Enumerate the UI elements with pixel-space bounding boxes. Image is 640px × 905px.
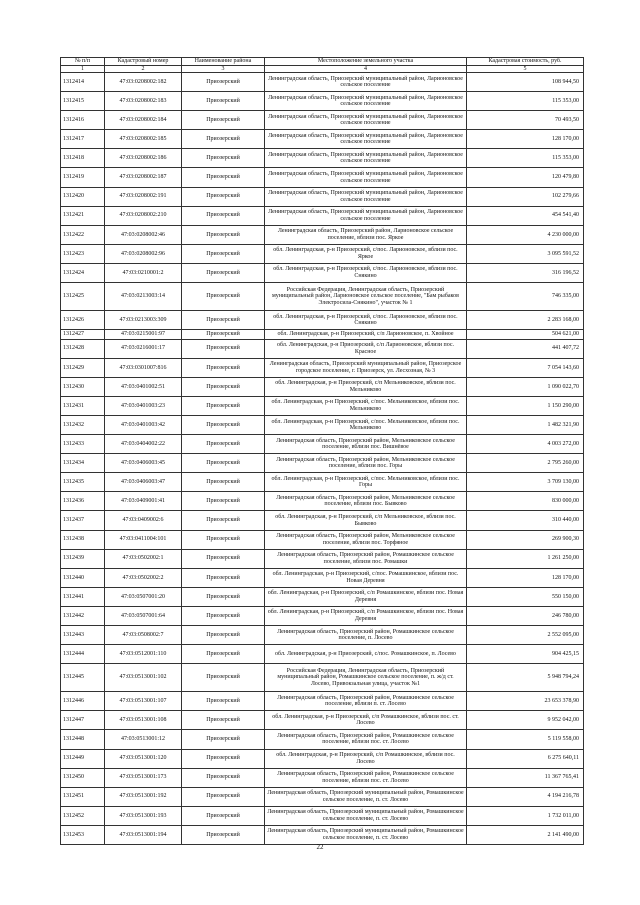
cadastral-number: 47:03:0411004:101	[105, 530, 182, 549]
plot-location: обл. Ленинградская, р-н Приозерский, с/пос. Ларионовское, вблизи пос. Яркое	[265, 244, 467, 263]
cadastral-value: 4 194 216,78	[467, 787, 584, 806]
table-row	[61, 645, 584, 664]
plot-location: Ленинградская область, Приозерский район, Ромашкинское сельское поселение, п. Лосево	[265, 626, 467, 645]
cadastral-number: 47:03:0208002:191	[105, 187, 182, 206]
cadastral-number: 47:03:0215001:97	[105, 330, 182, 340]
row-number: 1312433	[61, 435, 105, 454]
cadastral-value: 4 230 000,00	[467, 225, 584, 244]
cadastral-value: 441 407,72	[467, 339, 584, 358]
district-name: Приозерский	[182, 149, 265, 168]
table-row	[61, 111, 584, 130]
cadastral-value: 128 170,00	[467, 130, 584, 149]
cadastral-value: 120 479,80	[467, 168, 584, 187]
table-row	[61, 92, 584, 111]
table-row	[61, 339, 584, 358]
cadastral-value: 4 003 272,00	[467, 435, 584, 454]
row-number: 1312450	[61, 768, 105, 787]
cadastral-number: 47:03:0513001:120	[105, 749, 182, 768]
table-row	[61, 244, 584, 263]
cadastral-value-table	[60, 57, 584, 845]
table-row	[61, 168, 584, 187]
plot-location: обл. Ленинградская, р-н Приозерский, с/пос. Ромашкинское, п. Лосево	[265, 645, 467, 664]
cadastral-value: 5 119 558,00	[467, 730, 584, 749]
plot-location: обл. Ленинградская, р-н Приозерский, с/п Ромашкинское, вблизи пос. Новая Деревня	[265, 587, 467, 606]
row-number: 1312429	[61, 358, 105, 377]
cadastral-value: 70 493,50	[467, 111, 584, 130]
plot-location: Ленинградская область, Приозерский район, Ромашкинское сельское поселение, вблизи п. ст. Лосево	[265, 692, 467, 711]
table-row	[61, 530, 584, 549]
table-row	[61, 549, 584, 568]
district-name: Приозерский	[182, 787, 265, 806]
cadastral-value: 115 353,00	[467, 149, 584, 168]
cadastral-number: 47:03:0513001:192	[105, 787, 182, 806]
district-name: Приозерский	[182, 396, 265, 415]
table-row	[61, 416, 584, 435]
cadastral-value: 504 621,00	[467, 330, 584, 340]
district-name: Приозерский	[182, 806, 265, 825]
table-row	[61, 225, 584, 244]
plot-location: Ленинградская область, Приозерский муниципальный район, Ромашкинское сельское поселение, п. ст. Лосево	[265, 806, 467, 825]
row-number: 1312421	[61, 206, 105, 225]
cadastral-value: 830 000,00	[467, 492, 584, 511]
cadastral-value: 128 170,00	[467, 568, 584, 587]
district-name: Приозерский	[182, 473, 265, 492]
district-name: Приозерский	[182, 511, 265, 530]
plot-location: обл. Ленинградская, р-н Приозерский, с/п Ларионовское, п. Хвойное	[265, 330, 467, 340]
row-number: 1312417	[61, 130, 105, 149]
district-name: Приозерский	[182, 749, 265, 768]
plot-location: Ленинградская область, Приозерский муниципальный район, Ларионовское сельское поселение	[265, 187, 467, 206]
row-number: 1312453	[61, 825, 105, 844]
cadastral-number: 47:03:0513001:107	[105, 692, 182, 711]
cadastral-value: 3 709 130,00	[467, 473, 584, 492]
row-number: 1312434	[61, 454, 105, 473]
district-name: Приозерский	[182, 492, 265, 511]
plot-location: Ленинградская область, Приозерский муниципальный район, Ларионовское сельское поселение	[265, 130, 467, 149]
district-name: Приозерский	[182, 606, 265, 625]
table-row	[61, 435, 584, 454]
table-row	[61, 626, 584, 645]
cadastral-value: 316 196,52	[467, 263, 584, 282]
row-number: 1312452	[61, 806, 105, 825]
row-number: 1312446	[61, 692, 105, 711]
district-name: Приозерский	[182, 187, 265, 206]
cadastral-value: 2 283 168,00	[467, 311, 584, 330]
district-name: Приозерский	[182, 168, 265, 187]
plot-location: обл. Ленинградская, р-н Приозерский, с/п Мельниковское, вблизи пос. Мельниково	[265, 377, 467, 396]
plot-location: обл. Ленинградская, р-н Приозерский, с/п Мельниковское, вблизи пос. Бывково	[265, 511, 467, 530]
column-number: 1	[61, 65, 105, 73]
table-row	[61, 749, 584, 768]
table-row	[61, 283, 584, 311]
row-number: 1312416	[61, 111, 105, 130]
table-row	[61, 396, 584, 415]
table-row	[61, 664, 584, 692]
plot-location: обл. Ленинградская, р-н Приозерский, с/пос. Мельниковское, вблизи пос. Горы	[265, 473, 467, 492]
district-name: Приозерский	[182, 825, 265, 844]
row-number: 1312422	[61, 225, 105, 244]
row-number: 1312441	[61, 587, 105, 606]
district-name: Приозерский	[182, 454, 265, 473]
row-number: 1312451	[61, 787, 105, 806]
row-number: 1312428	[61, 339, 105, 358]
cadastral-number: 47:03:0208002:184	[105, 111, 182, 130]
table-body	[61, 73, 584, 845]
plot-location: обл. Ленинградская, р-н Приозерский, с/пос. Ларионовское, вблизи пос. Снякино	[265, 311, 467, 330]
cadastral-value: 550 150,00	[467, 587, 584, 606]
cadastral-value: 115 353,00	[467, 92, 584, 111]
row-number: 1312447	[61, 711, 105, 730]
table-row	[61, 187, 584, 206]
column-number: 2	[105, 65, 182, 73]
cadastral-number: 47:03:0213003:14	[105, 283, 182, 311]
cadastral-value: 5 948 794,24	[467, 664, 584, 692]
row-number: 1312414	[61, 73, 105, 92]
cadastral-number: 47:03:0404002:22	[105, 435, 182, 454]
plot-location: Ленинградская область, Приозерский муниципальный район, Ромашкинское сельское поселение, п. ст. Лосево	[265, 825, 467, 844]
cadastral-number: 47:03:0401002:51	[105, 377, 182, 396]
plot-location: Ленинградская область, Приозерский муниципальный район, Ромашкинское сельское поселение, п. ст. Лосево	[265, 787, 467, 806]
district-name: Приозерский	[182, 283, 265, 311]
cadastral-number: 47:03:0208002:187	[105, 168, 182, 187]
district-name: Приозерский	[182, 339, 265, 358]
row-number: 1312430	[61, 377, 105, 396]
cadastral-number: 47:03:0409002:6	[105, 511, 182, 530]
cadastral-number: 47:03:0208002:185	[105, 130, 182, 149]
cadastral-value: 310 440,00	[467, 511, 584, 530]
plot-location: Ленинградская область, Приозерский район, Мельниковское сельское поселение, вблизи пос. Горы	[265, 454, 467, 473]
cadastral-number: 47:03:0513001:194	[105, 825, 182, 844]
district-name: Приозерский	[182, 692, 265, 711]
table-row	[61, 149, 584, 168]
cadastral-value: 11 367 765,41	[467, 768, 584, 787]
row-number: 1312444	[61, 645, 105, 664]
cadastral-number: 47:03:0513001:193	[105, 806, 182, 825]
cadastral-value: 904 425,15	[467, 645, 584, 664]
cadastral-number: 47:03:0210001:2	[105, 263, 182, 282]
cadastral-number: 47:03:0513001:12	[105, 730, 182, 749]
district-name: Приозерский	[182, 330, 265, 340]
table-row	[61, 330, 584, 340]
plot-location: обл. Ленинградская, р-н Приозерский, с/п Ромашкинское, вблизи пос. Новая Деревня	[265, 606, 467, 625]
table-row	[61, 768, 584, 787]
table-row	[61, 606, 584, 625]
table-row	[61, 263, 584, 282]
district-name: Приозерский	[182, 549, 265, 568]
district-name: Приозерский	[182, 225, 265, 244]
cadastral-number: 47:03:0401003:23	[105, 396, 182, 415]
cadastral-number: 47:03:0213003:309	[105, 311, 182, 330]
table-row	[61, 377, 584, 396]
district-name: Приозерский	[182, 130, 265, 149]
cadastral-value: 6 275 640,11	[467, 749, 584, 768]
cadastral-value: 7 054 143,60	[467, 358, 584, 377]
district-name: Приозерский	[182, 311, 265, 330]
cadastral-number: 47:03:0401003:42	[105, 416, 182, 435]
table-row	[61, 73, 584, 92]
district-name: Приозерский	[182, 435, 265, 454]
district-name: Приозерский	[182, 358, 265, 377]
district-name: Приозерский	[182, 711, 265, 730]
row-number: 1312439	[61, 549, 105, 568]
row-number: 1312436	[61, 492, 105, 511]
plot-location: обл. Ленинградская, р-н Приозерский, с/п Ларионовское, вблизи пос. Красное	[265, 339, 467, 358]
cadastral-number: 47:03:0208002:210	[105, 206, 182, 225]
district-name: Приозерский	[182, 568, 265, 587]
row-number: 1312420	[61, 187, 105, 206]
district-name: Приозерский	[182, 626, 265, 645]
column-number: 3	[182, 65, 265, 73]
plot-location: обл. Ленинградская, р-н Приозерский, с/п Ромашкинское, вблизи пос. Лосево	[265, 749, 467, 768]
district-name: Приозерский	[182, 111, 265, 130]
cadastral-number: 47:03:0512001:110	[105, 645, 182, 664]
table-row	[61, 587, 584, 606]
plot-location: Ленинградская область, Приозерский муниципальный район, Приозерское городское поселение, г. Приозерск, ул. Лесхозная, № 3	[265, 358, 467, 377]
row-number: 1312440	[61, 568, 105, 587]
plot-location: Ленинградская область, Приозерский район, Ромашкинское сельское поселение, вблизи пос. Ромашки	[265, 549, 467, 568]
table-row	[61, 473, 584, 492]
row-number: 1312449	[61, 749, 105, 768]
cadastral-value: 269 900,30	[467, 530, 584, 549]
row-number: 1312431	[61, 396, 105, 415]
district-name: Приозерский	[182, 244, 265, 263]
row-number: 1312437	[61, 511, 105, 530]
plot-location: Российская Федерация, Ленинградская область, Приозерский муниципальный район, Ромашкинское сельское поселение, п. ж/д ст. Лосево, Привокзальная улица, участок №1	[265, 664, 467, 692]
district-name: Приозерский	[182, 664, 265, 692]
cadastral-number: 47:03:0409001:41	[105, 492, 182, 511]
district-name: Приозерский	[182, 730, 265, 749]
district-name: Приозерский	[182, 587, 265, 606]
column-number-row	[61, 65, 584, 73]
cadastral-number: 47:03:0208002:182	[105, 73, 182, 92]
cadastral-value: 746 335,00	[467, 283, 584, 311]
district-name: Приозерский	[182, 530, 265, 549]
cadastral-value: 1 150 290,00	[467, 396, 584, 415]
cadastral-number: 47:03:0508002:7	[105, 626, 182, 645]
table-row	[61, 492, 584, 511]
plot-location: Ленинградская область, Приозерский район, Мельниковское сельское поселение, вблизи пос. Торфяное	[265, 530, 467, 549]
cadastral-number: 47:03:0208002:183	[105, 92, 182, 111]
plot-location: обл. Ленинградская, р-н Приозерский, с/пос. Мельниковское, вблизи пос. Мельниково	[265, 396, 467, 415]
cadastral-number: 47:03:0513001:108	[105, 711, 182, 730]
cadastral-value: 2 795 260,00	[467, 454, 584, 473]
header-district: Наименование района	[182, 58, 265, 66]
plot-location: Ленинградская область, Приозерский муниципальный район, Ларионовское сельское поселение	[265, 149, 467, 168]
row-number: 1312432	[61, 416, 105, 435]
cadastral-value: 1 090 022,70	[467, 377, 584, 396]
page-number: 22	[316, 843, 324, 851]
cadastral-value: 3 095 591,52	[467, 244, 584, 263]
district-name: Приозерский	[182, 73, 265, 92]
column-number: 5	[467, 65, 584, 73]
plot-location: обл. Ленинградская, р-н Приозерский, с/пос. Мельниковское, вблизи пос. Мельниково	[265, 416, 467, 435]
plot-location: Ленинградская область, Приозерский район, Ромашкинское сельское поселение, вблизи пос. ст. Лосево	[265, 730, 467, 749]
table-row	[61, 692, 584, 711]
district-name: Приозерский	[182, 416, 265, 435]
plot-location: обл. Ленинградская, р-н Приозерский, с/п Ромашкинское, вблизи пос. ст. Лосево	[265, 711, 467, 730]
cadastral-number: 47:03:0208002:46	[105, 225, 182, 244]
plot-location: Ленинградская область, Приозерский район, Ларионовское сельское поселение, вблизи пос. Яркое	[265, 225, 467, 244]
plot-location: Ленинградская область, Приозерский муниципальный район, Ларионовское сельское поселение	[265, 168, 467, 187]
cadastral-number: 47:03:0507001:64	[105, 606, 182, 625]
district-name: Приозерский	[182, 206, 265, 225]
row-number: 1312438	[61, 530, 105, 549]
cadastral-number: 47:03:0513001:173	[105, 768, 182, 787]
row-number: 1312425	[61, 283, 105, 311]
table-row	[61, 711, 584, 730]
row-number: 1312415	[61, 92, 105, 111]
cadastral-value: 246 780,00	[467, 606, 584, 625]
row-number: 1312448	[61, 730, 105, 749]
plot-location: Ленинградская область, Приозерский муниципальный район, Ларионовское сельское поселение	[265, 111, 467, 130]
cadastral-value: 1 482 321,90	[467, 416, 584, 435]
table-row	[61, 787, 584, 806]
cadastral-value: 2 141 490,00	[467, 825, 584, 844]
plot-location: обл. Ленинградская, р-н Приозерский, с/пос. Ларионовское, вблизи пос. Снякино	[265, 263, 467, 282]
plot-location: Ленинградская область, Приозерский муниципальный район, Ларионовское сельское поселение	[265, 73, 467, 92]
cadastral-number: 47:03:0301007:816	[105, 358, 182, 377]
cadastral-value: 2 552 095,00	[467, 626, 584, 645]
row-number: 1312427	[61, 330, 105, 340]
cadastral-number: 47:03:0507001:20	[105, 587, 182, 606]
table-header	[61, 58, 584, 73]
district-name: Приозерский	[182, 263, 265, 282]
table-row	[61, 568, 584, 587]
district-name: Приозерский	[182, 768, 265, 787]
cadastral-number: 47:03:0406003:45	[105, 454, 182, 473]
table-row	[61, 206, 584, 225]
cadastral-number: 47:03:0513001:102	[105, 664, 182, 692]
cadastral-number: 47:03:0208002:186	[105, 149, 182, 168]
table-row	[61, 730, 584, 749]
table-row	[61, 454, 584, 473]
district-name: Приозерский	[182, 92, 265, 111]
plot-location: Ленинградская область, Приозерский муниципальный район, Ларионовское сельское поселение	[265, 206, 467, 225]
row-number: 1312442	[61, 606, 105, 625]
district-name: Приозерский	[182, 645, 265, 664]
cadastral-value: 1 732 011,00	[467, 806, 584, 825]
header-location: Местоположение земельного участка	[265, 58, 467, 66]
table-row	[61, 825, 584, 844]
cadastral-value: 9 952 042,00	[467, 711, 584, 730]
row-number: 1312423	[61, 244, 105, 263]
plot-location: обл. Ленинградская, р-н Приозерский, с/пос. Ромашкинское, вблизи пос. Новая Деревня	[265, 568, 467, 587]
table-row	[61, 806, 584, 825]
cadastral-value: 23 653 378,90	[467, 692, 584, 711]
cadastral-number: 47:03:0406003:47	[105, 473, 182, 492]
cadastral-number: 47:03:0502002:1	[105, 549, 182, 568]
cadastral-value: 1 261 250,00	[467, 549, 584, 568]
row-number: 1312443	[61, 626, 105, 645]
table-row	[61, 358, 584, 377]
plot-location: Ленинградская область, Приозерский муниципальный район, Ларионовское сельское поселение	[265, 92, 467, 111]
plot-location: Российская Федерация, Ленинградская область, Приозерский муниципальный район, Ларионовское сельское поселение, "Бам рыбаков Электросила-Снякино", участок № 1	[265, 283, 467, 311]
plot-location: Ленинградская область, Приозерский район, Ромашкинское сельское поселение, вблизи пос. ст. Лосево	[265, 768, 467, 787]
row-number: 1312419	[61, 168, 105, 187]
district-name: Приозерский	[182, 377, 265, 396]
row-number: 1312435	[61, 473, 105, 492]
cadastral-number: 47:03:0208002:96	[105, 244, 182, 263]
table-row	[61, 311, 584, 330]
row-number: 1312418	[61, 149, 105, 168]
header-row	[61, 58, 584, 66]
cadastral-value: 102 279,66	[467, 187, 584, 206]
column-number: 4	[265, 65, 467, 73]
table-row	[61, 130, 584, 149]
table-row	[61, 511, 584, 530]
plot-location: Ленинградская область, Приозерский район, Мельниковское сельское поселение, вблизи пос. Вишнёвое	[265, 435, 467, 454]
cadastral-value: 454 541,40	[467, 206, 584, 225]
row-number: 1312424	[61, 263, 105, 282]
header-num: № п/п	[61, 58, 105, 66]
cadastral-number: 47:03:0216001:17	[105, 339, 182, 358]
header-cadastral-number: Кадастровый номер	[105, 58, 182, 66]
cadastral-number: 47:03:0502002:2	[105, 568, 182, 587]
plot-location: Ленинградская область, Приозерский район, Мельниковское сельское поселение, вблизи пос. Бывково	[265, 492, 467, 511]
cadastral-value: 108 944,50	[467, 73, 584, 92]
row-number: 1312445	[61, 664, 105, 692]
row-number: 1312426	[61, 311, 105, 330]
header-value: Кадастровая стоимость, руб.	[467, 58, 584, 66]
